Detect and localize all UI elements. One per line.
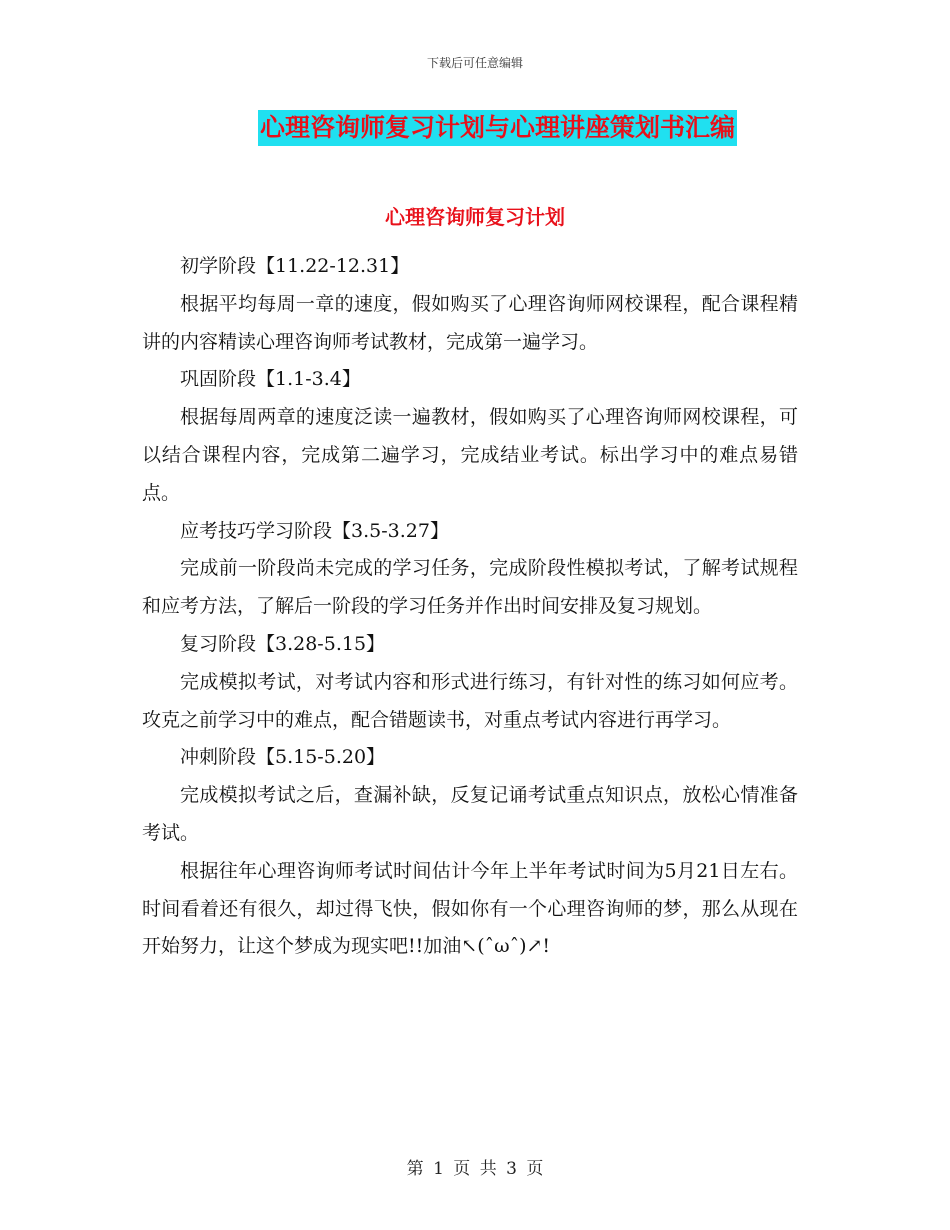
document-body	[142, 248, 798, 966]
document-title: 心理咨询师复习计划与心理讲座策划书汇编	[258, 110, 737, 146]
phase-heading-consolidation: 巩固阶段【1.1-3.4】	[180, 368, 361, 391]
document-title-container	[0, 110, 950, 146]
phase-text-sprint: 完成模拟考试之后，查漏补缺，反复记诵考试重点知识点，放松心情准备考试。	[142, 784, 798, 844]
phase-text-beginner: 根据平均每周一章的速度，假如购买了心理咨询师网校课程，配合课程精讲的内容精读心理咨询师考试教材，完成第一遍学习。	[142, 292, 798, 353]
phase-heading-beginner: 初学阶段【11.22-12.31】	[180, 255, 410, 277]
phase-text-exam-skills: 完成前一阶段尚未完成的学习任务，完成阶段性模拟考试，了解考试规程和应考方法，了解后一阶段的学习任务并作出时间安排及复习规划。	[142, 557, 798, 618]
phase-heading-review: 复习阶段【3.28-5.15】	[180, 632, 386, 655]
phase-heading-exam-skills: 应考技巧学习阶段【3.5-3.27】	[180, 519, 449, 542]
section-title: 心理咨询师复习计划	[385, 205, 565, 229]
closing-paragraph: 根据往年心理咨询师考试时间估计今年上半年考试时间为5月21日左右。时间看着还有很久，却过得飞快，假如你有一个心理咨询师的梦，那么从现在开始努力，让这个梦成为现实吧!!加油↖(ˆωˆ)↗!	[142, 859, 798, 958]
phase-text-review: 完成模拟考试，对考试内容和形式进行练习，有针对性的练习如何应考。攻克之前学习中的难点，配合错题读书，对重点考试内容进行再学习。	[142, 670, 798, 731]
page-header-note: 下载后可任意编辑	[426, 56, 523, 70]
phase-text-consolidation: 根据每周两章的速度泛读一遍教材，假如购买了心理咨询师网校课程，可以结合课程内容，完成第二遍学习，完成结业考试。标出学习中的难点易错点。	[142, 406, 798, 504]
page-number-footer: 第 1 页 共 3 页	[406, 1159, 544, 1179]
phase-heading-sprint: 冲刺阶段【5.15-5.20】	[180, 746, 386, 769]
